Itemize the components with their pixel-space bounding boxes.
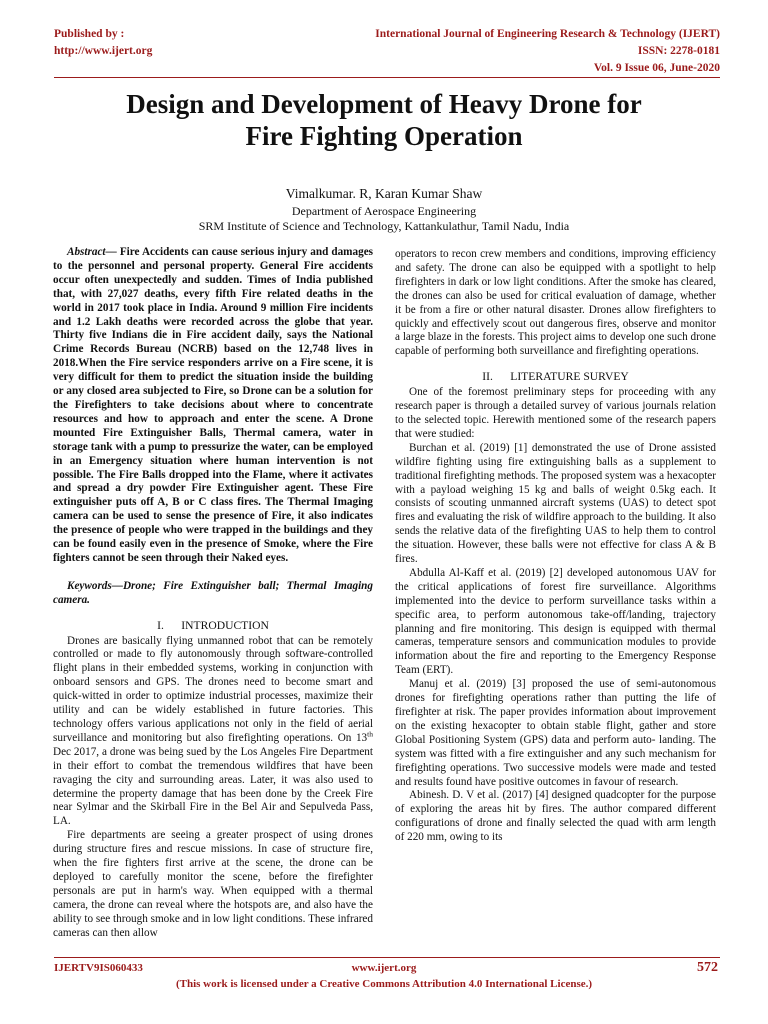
footer-divider [54, 957, 720, 958]
intro-paragraph-1: Drones are basically flying unmanned robot that can be remotely controlled or made to fly autonomously through software-controlled flight plans in their embedded systems, working in conjunction with onboard sensors and GPS. The drones need to become smart and quick-witted in order to optimize industrial processes, maximize their utility and can be widely established in future factories. This technology offers various applications not only in the field of aerial surveillance and monitoring but also firefighting operations. On 13th Dec 2017, a drone was being sued by the Los Angeles Fire Department in their effort to combat the tremendous wildfires that have been ravaging the city and surrounding areas. Later, it was also used to determine the property damage that has been done by the Creek Fire near Sylmar and the Skirball Fire in the Bel Air and Sepulveda Pass, LA. [53, 634, 373, 828]
abstract-dash: — [105, 246, 120, 258]
header-journal [375, 26, 720, 77]
right-column [395, 248, 716, 845]
lit-paragraph-2: Burchan et al. (2019) [1] demonstrated the use of Drone assisted wildfire fighting using fire extinguishing balls as a supplement to traditional firefighting methods. The proposed system was a hexacopter with a payload weighing 15 kg and balls of weight 0.5kg each. It consists of scouting unmanned aircraft systems (UAS) to detect spot fires and evaluating the risk of wildfire approach to the building. It also sends the relative data of the firefighting UAS to help them to control the situation. However, these balls were not effective for class A & B fires. [395, 441, 716, 566]
abstract-lead: Abstract [67, 246, 106, 258]
section-number: I. [157, 618, 164, 632]
journal-name: International Journal of Engineering Research & Technology (IJERT) [375, 28, 720, 40]
abstract [53, 246, 373, 566]
section-title: LITERATURE SURVEY [510, 370, 629, 384]
affiliation [40, 204, 728, 234]
lit-paragraph-3: Abdulla Al-Kaff et al. (2019) [2] developed autonomous UAV for the critical applications of forest fire surveillance. Algorithms implemented into the device to perform surveillance tasks within a specific area, to perform autonomous take-off/landing, trajectory planning and fire monitoring. This design is equipped with thermal cameras, temperature sensors and communication modules to provide information about the fire and reporting to the Emergency Response Team (ERT). [395, 566, 716, 677]
license-notice: (This work is licensed under a Creative Commons Attribution 4.0 International License.) [175, 978, 593, 990]
journal-url-link[interactable]: http://www.ijert.org [54, 45, 153, 57]
institute: SRM Institute of Science and Technology, Kattankulathur, Tamil Nadu, India [198, 219, 570, 233]
left-column [53, 246, 373, 941]
lit-paragraph-4: Manuj et al. (2019) [3] proposed the use of semi-autonomous drones for firefighting operations rather than putting the life of firefighter at risk. The paper provides information about improvement on the existing hexacopter to obtain stable flight, gather and store Global Positioning System (GPS) data and perform auto- landing. The system was fitted with a fire extinguisher and any such mechanism for firefighting operations. Two successive models were made and tested and results found have positive outcomes in favour of research. [395, 678, 716, 788]
title-line-2: Fire Fighting Operation [245, 121, 523, 151]
intro-paragraph-2: Fire departments are seeing a greater prospect of using drones during structure fires and rescue missions. In case of structure fire, when the fire fighters first arrive at the scene, the drone can be deployed to carefully monitor the scene, before the firefighter personals are put in harm's way. When equipped with a thermal camera, the drone can reveal where the hotspots are, and also have the ability to see through smoke and in low light conditions. These infrared cameras can then allow [53, 829, 373, 939]
header-divider [54, 77, 720, 78]
lit-paragraph-5: Abinesh. D. V et al. (2017) [4] designed quadcopter for the purpose of exploring the areas hit by fires. The author compared different configurations of drone and finally selected the quad with arm length of 220 mm, owing to its [395, 789, 716, 844]
lit-paragraph-1: One of the foremost preliminary steps for proceeding with any research paper is through a detailed survey of various journals relation to the selected topic. Herewith mentioned some of the research papers that were studied: [395, 386, 716, 440]
section-title: INTRODUCTION [181, 618, 269, 632]
authors: Vimalkumar. R, Karan Kumar Shaw [285, 186, 483, 201]
issn: ISSN: 2278-0181 [637, 45, 720, 57]
section-heading-introduction [53, 619, 373, 633]
published-by-label: Published by : [54, 28, 125, 40]
title-line-1: Design and Development of Heavy Drone for [126, 89, 642, 119]
header-publisher [54, 26, 152, 60]
department: Department of Aerospace Engineering [291, 204, 477, 218]
page-number: 572 [697, 960, 718, 975]
volume-issue: Vol. 9 Issue 06, June-2020 [593, 62, 720, 74]
intro-paragraph-3: operators to recon crew members and conditions, improving efficiency and safety. The drone can also be equipped with a spotlight to help firefighters in dark or low light conditions. After the smoke has cleared, the drones can also be used for critical evaluation of damage, whether it be from a fire or other natural disaster. Drones allow firefighters to quickly and effectively scout out dangerous fires, observe and monitor a large blaze in the forests. This project aims to develop one such drone capable of performing both surveillance and firefighting operations. [395, 248, 716, 358]
section-number: II. [482, 370, 493, 384]
section-heading-literature-survey [395, 370, 716, 384]
paper-title [40, 88, 728, 152]
footer-url-link[interactable]: www.ijert.org [351, 962, 417, 974]
abstract-text: Fire Accidents can cause serious injury and damages to the personnel and personal property. General Fire accidents occur often unexpectedly and sudden. Times of India published that, with 27,027 deaths, every fifth Fire related deaths in the world in 2017 took place in India. Around 9 million Fire incidents and 1.2 Lakh deaths were recorded across the globe that year. Thirty five Indians die in Fire accident daily, says the National Crime Records Bureau (NCRB) based on the 12,748 lives in 2018.When the Fire service responders arrive on a Fire scene, it is very difficult for them to predict the situation inside the building or any closed area subjected to Fire, so Drone can be a solution for the Firefighters to take decisions about where to concentrate resources and how to approach and enter the scene. A Drone mounted Fire Extinguisher Balls, Thermal camera, water in storage tank with a pump to pressurize the water, can be employed in an Emergency situation where human intervention is not possible. The Fire Balls dropped into the Flame, where it activates and spread a dry powder Fire Extinguisher agent. These Fire extinguisher puts off A, B or C class fires. The Thermal Imaging camera can be used to sense the presence of Fire, it also indicates the presence of people who were trapped in the buildings and they can be found easily even in the presence of Smoke, where the Fire fighters cannot be seen through their Naked eyes. [53, 246, 374, 564]
keywords: Keywords—Drone; Fire Extinguisher ball; Thermal Imaging camera. [53, 579, 373, 606]
paper-id: IJERTV9IS060433 [54, 962, 143, 974]
